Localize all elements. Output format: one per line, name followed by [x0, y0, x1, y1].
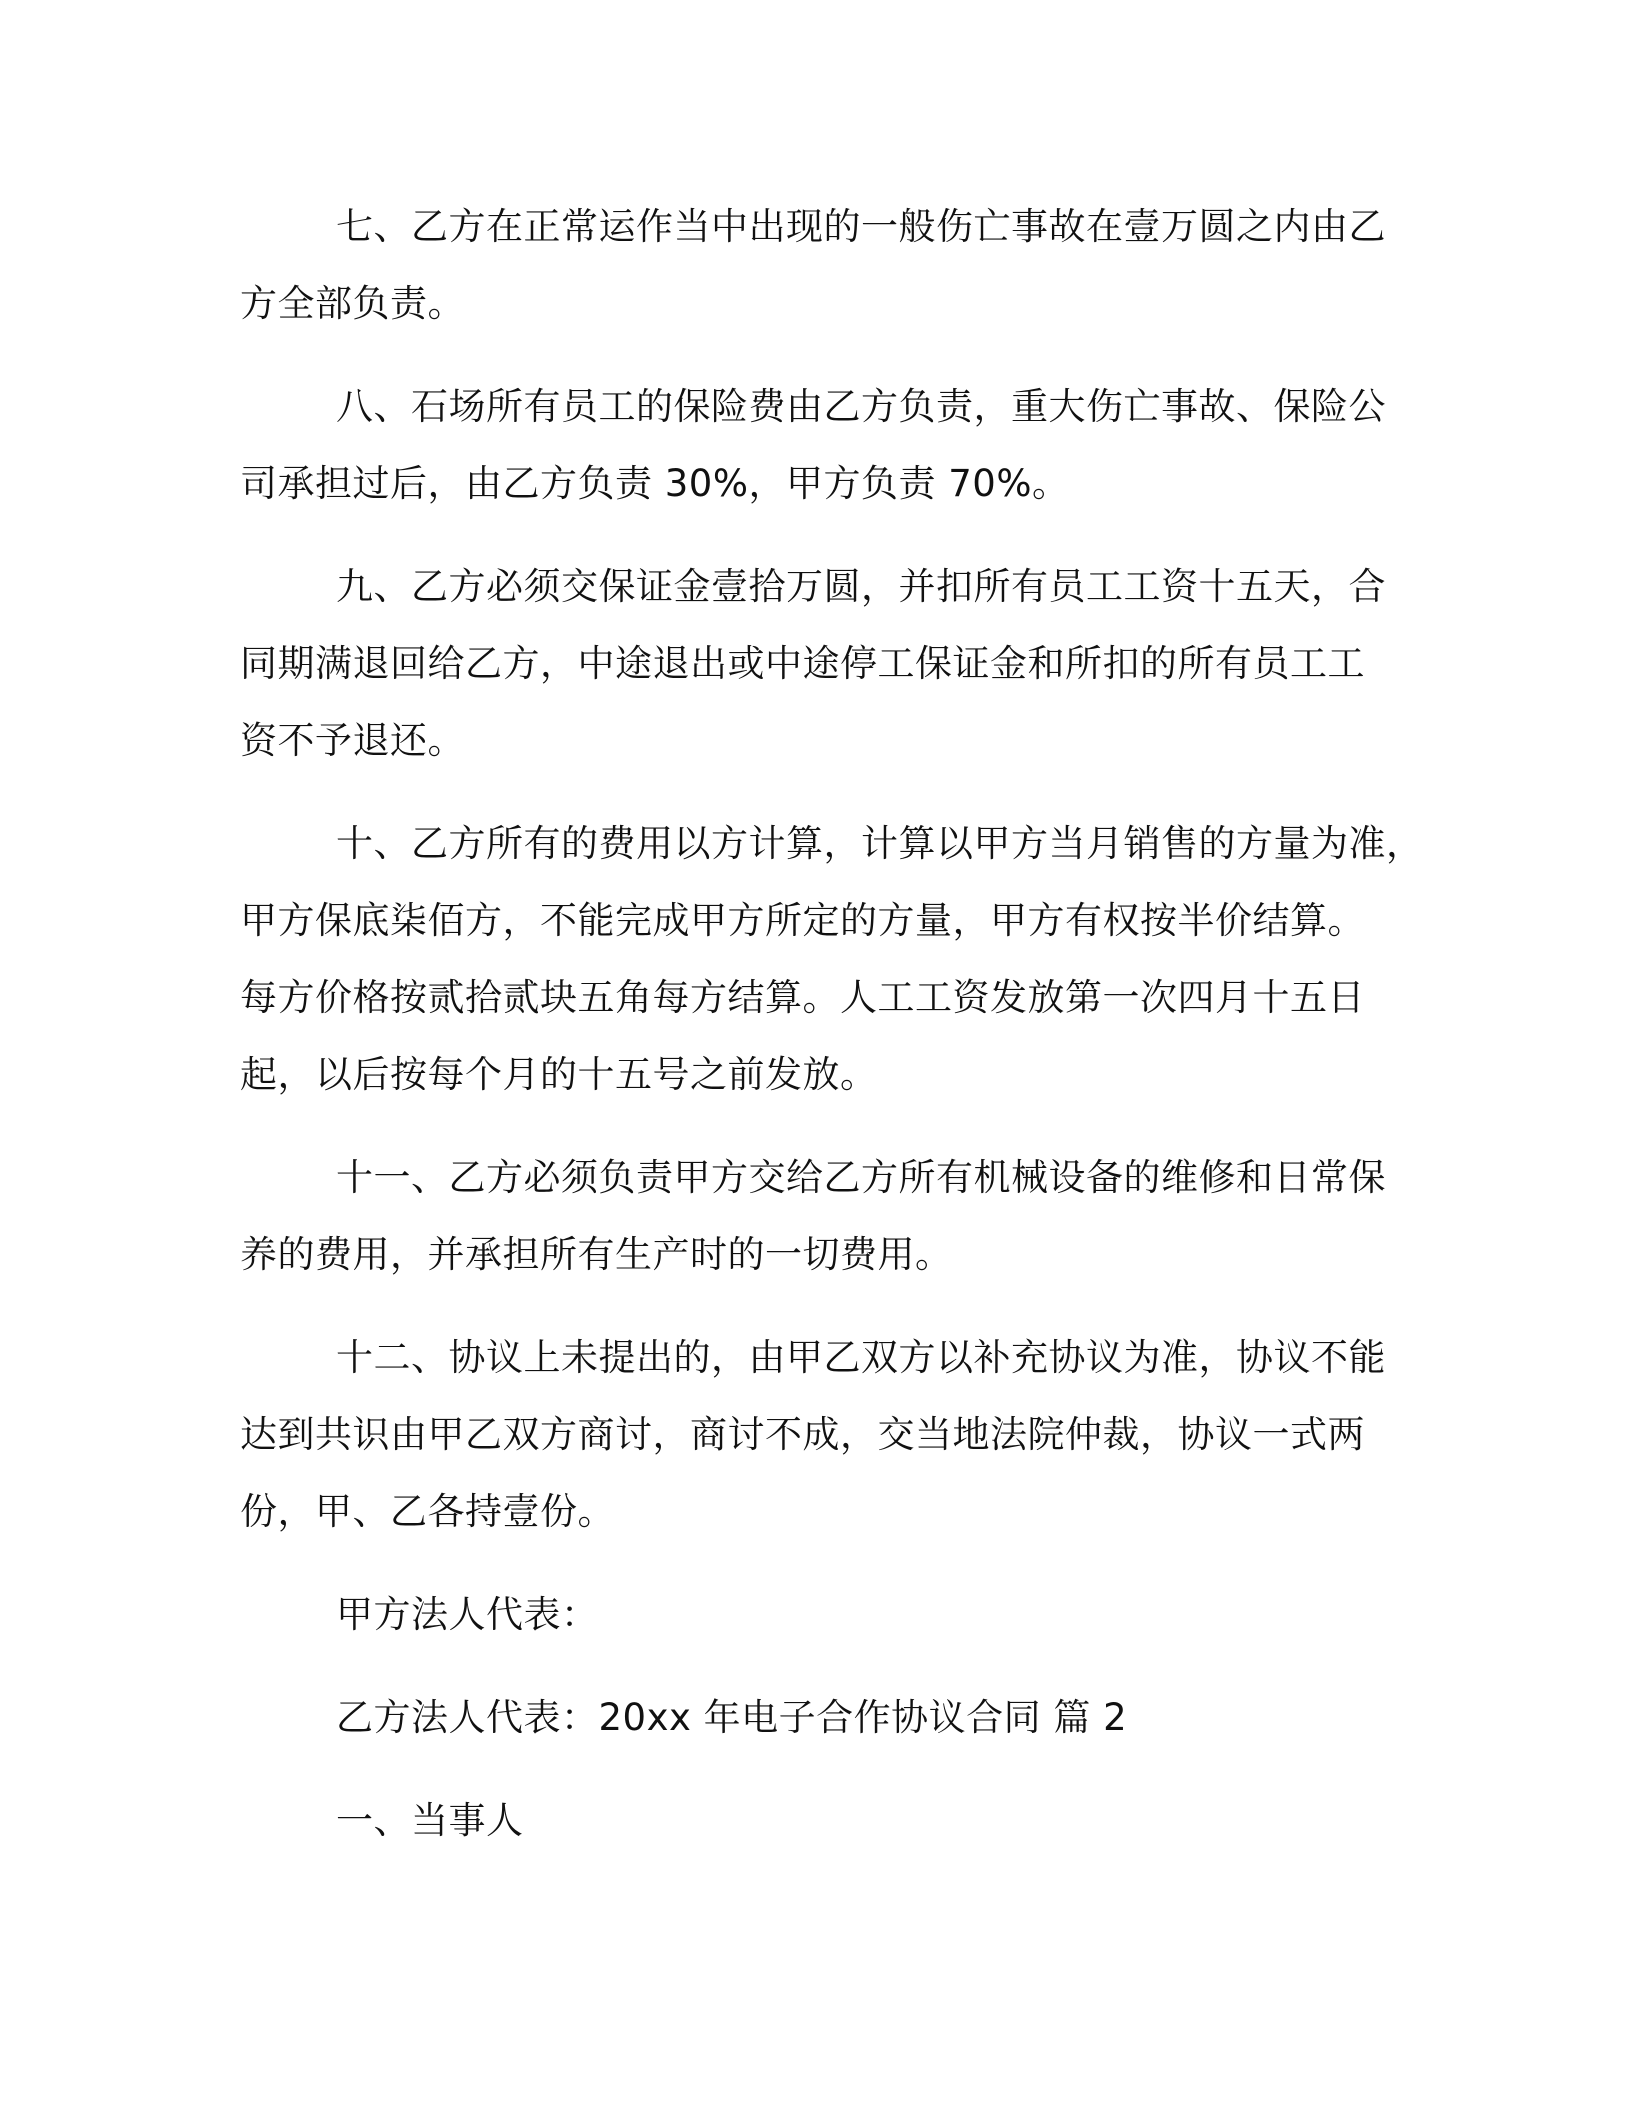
clause-12	[240, 1319, 1392, 1550]
party-a-representative: 甲方法人代表：	[336, 1593, 599, 1636]
document-body	[240, 188, 1424, 1885]
clause-line: 十二、协议上未提出的，由甲乙双方以补充协议为准，协议不能	[336, 1336, 1386, 1379]
clause-8	[240, 368, 1392, 522]
clause-line: 份，甲、乙各持壹份。	[240, 1490, 615, 1533]
clause-7	[240, 188, 1392, 342]
clause-line: 方全部负责。	[240, 282, 465, 325]
party-b-representative: 乙方法人代表：20xx 年电子合作协议合同 篇 2	[336, 1696, 1128, 1739]
clause-line: 资不予退还。	[240, 719, 465, 762]
clause-line: 达到共识由甲乙双方商讨，商讨不成，交当地法院仲裁，协议一式两	[240, 1413, 1365, 1456]
clause-10	[240, 805, 1424, 1113]
clause-11	[240, 1139, 1392, 1293]
clause-line: 养的费用，并承担所有生产时的一切费用。	[240, 1233, 953, 1276]
clause-line: 十、乙方所有的费用以方计算，计算以甲方当月销售的方量为准，	[336, 822, 1424, 865]
clause-line: 七、乙方在正常运作当中出现的一般伤亡事故在壹万圆之内由乙	[336, 205, 1386, 248]
clause-line: 同期满退回给乙方，中途退出或中途停工保证金和所扣的所有员工工	[240, 642, 1365, 685]
clause-line: 甲方保底柒佰方，不能完成甲方所定的方量，甲方有权按半价结算。	[240, 899, 1365, 942]
clause-line: 十一、乙方必须负责甲方交给乙方所有机械设备的维修和日常保	[336, 1156, 1386, 1199]
clause-line: 起，以后按每个月的十五号之前发放。	[240, 1053, 878, 1096]
clause-line: 八、石场所有员工的保险费由乙方负责，重大伤亡事故、保险公	[336, 385, 1386, 428]
clause-line: 司承担过后，由乙方负责 30%，甲方负责 70%。	[240, 462, 1070, 505]
clause-9	[240, 548, 1392, 779]
clause-line: 每方价格按贰拾贰块五角每方结算。人工工资发放第一次四月十五日	[240, 976, 1365, 1019]
clause-line: 九、乙方必须交保证金壹拾万圆，并扣所有员工工资十五天，合	[336, 565, 1386, 608]
section-heading: 一、当事人	[336, 1799, 524, 1842]
